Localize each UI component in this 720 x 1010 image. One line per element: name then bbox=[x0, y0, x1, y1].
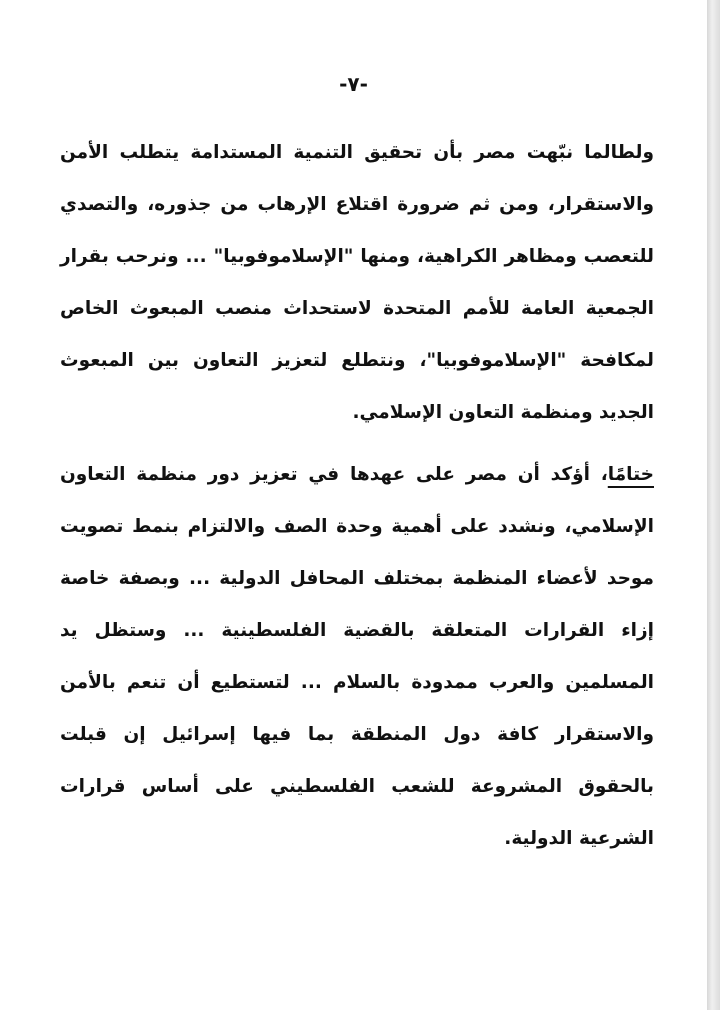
conclusion-lead-word: ختامًا bbox=[607, 464, 654, 485]
document-body bbox=[60, 127, 654, 865]
paragraph-text: ، أؤكد أن مصر على عهدها في تعزيز دور منظمة التعاون الإسلامي، ونشدد على أهمية وحدة الصف والالتزام بنمط تصويت موحد لأعضاء المنظمة بمختلف المحافل الدولية ... وبصفة خاصة إزاء القرارات المتعلقة بالقضية الفلسطينية ... وستظل يد المسلمين والعرب ممدودة بالسلام ... لتستطيع أن تنعم بالأمن والاستقرار كافة دول المنطقة بما فيها إسرائيل إن قبلت بالحقوق المشروعة للشعب الفلسطيني على أساس قرارات الشرعية الدولية. bbox=[60, 464, 654, 849]
paragraph-islamophobia bbox=[60, 127, 654, 439]
paragraph-text: ولطالما نبّهت مصر بأن تحقيق التنمية المستدامة يتطلب الأمن والاستقرار، ومن ثم ضرورة اقتلاع الإرهاب من جذوره، والتصدي للتعصب ومظاهر الكراهية، ومنها "الإسلاموفوبيا" ... ونرحب بقرار الجمعية العامة للأمم المتحدة لاستحداث منصب المبعوث الخاص لمكافحة "الإسلاموفوبيا"، ونتطلع لتعزيز التعاون بين المبعوث الجديد ومنظمة التعاون الإسلامي. bbox=[60, 142, 654, 423]
paragraph-conclusion bbox=[60, 449, 654, 865]
page-edge bbox=[707, 0, 720, 1010]
page-number: -٧- bbox=[339, 72, 368, 96]
